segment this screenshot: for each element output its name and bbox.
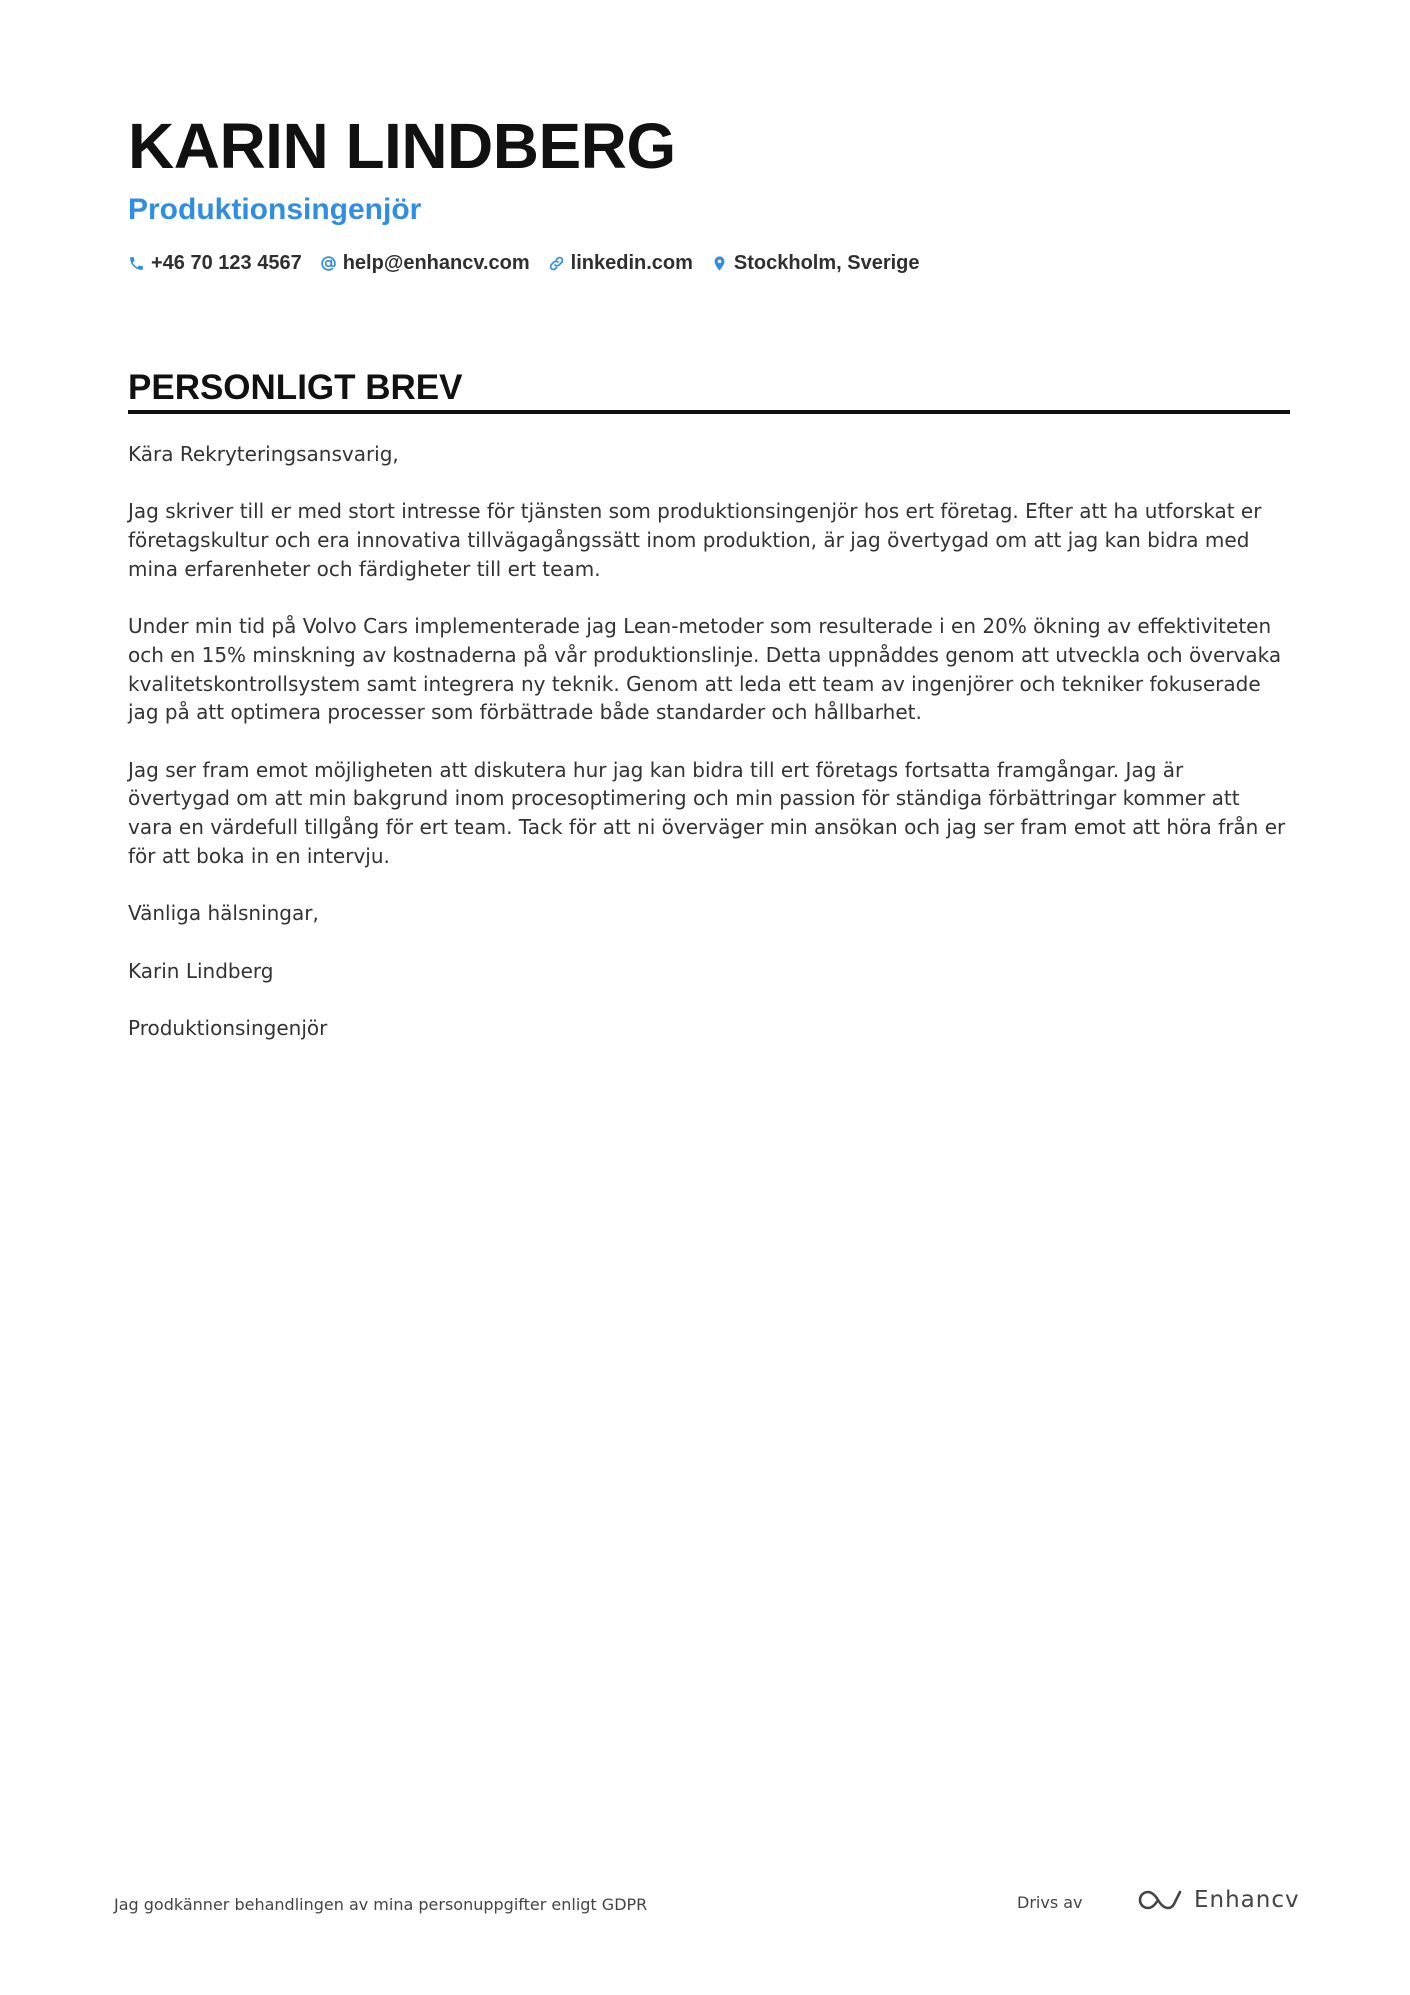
candidate-job-title: Produktionsingenjör (128, 193, 422, 226)
enhancv-brand[interactable] (1138, 1886, 1300, 1914)
phone-icon (128, 255, 145, 272)
letter-paragraph: Under min tid på Volvo Cars implementerade jag Lean-metoder som resulterade i en 20% ökning av effektiviteten och en 15% minskning av kostnaderna på vår produktionslinje. Detta uppnåddes genom att utveckla och övervaka kvalitetskontrollsystem samt integrera ny teknik. Genom att leda ett team av ingenjörer och tekniker fokuserade jag på att optimera processer som förbättrade både standarder och hållbarhet. (128, 614, 1282, 725)
letter-body (128, 440, 1290, 1071)
powered-by-label: Drivs av (1017, 1893, 1083, 1912)
letter-paragraph: Jag skriver till er med stort intresse för tjänsten som produktionsingenjör hos ert företag. Efter att ha utforskat er företagskultur och era innovativa tillvägagångssätt inom produktion, är jag övertygad om att jag kan bidra med mina erfarenheter och färdigheter till ert team. (128, 499, 1262, 581)
contact-linkedin-text: linkedin.com (570, 252, 693, 274)
contact-phone[interactable] (128, 252, 302, 275)
contact-bar (128, 252, 920, 275)
link-icon (548, 255, 565, 272)
signature-name: Karin Lindberg (128, 958, 274, 983)
gdpr-consent-text: Jag godkänner behandlingen av mina personuppgifter enligt GDPR (114, 1895, 648, 1914)
signature-title: Produktionsingenjör (128, 1015, 328, 1040)
candidate-name: KARIN LINDBERG (128, 110, 676, 182)
cover-letter-page (128, 0, 1290, 1995)
letter-closing: Vänliga hälsningar, (128, 901, 319, 926)
enhancv-brand-text: Enhancv (1194, 1887, 1300, 1913)
enhancv-logo-icon (1138, 1886, 1184, 1914)
contact-phone-text: +46 70 123 4567 (151, 252, 302, 274)
contact-location-text: Stockholm, Sverige (733, 252, 920, 274)
at-icon (320, 255, 337, 272)
letter-greeting: Kära Rekryteringsansvarig, (128, 442, 399, 466)
letter-paragraph: Jag ser fram emot möjligheten att diskutera hur jag kan bidra till ert företags fortsatta framgångar. Jag är övertygad om att min bakgrund inom procesoptimering och min passion för ständiga förbättringar kommer att vara en värdefull tillgång för ert team. Tack för att ni överväger min ansökan och jag ser fram emot att höra från er för att boka in en intervju. (128, 757, 1286, 868)
contact-email[interactable] (320, 252, 530, 275)
section-title: PERSONLIGT BREV (128, 368, 463, 407)
contact-email-text: help@enhancv.com (342, 252, 530, 274)
section-divider (128, 410, 1290, 414)
contact-linkedin[interactable] (548, 252, 693, 275)
contact-location (711, 252, 920, 275)
location-pin-icon (711, 255, 728, 272)
